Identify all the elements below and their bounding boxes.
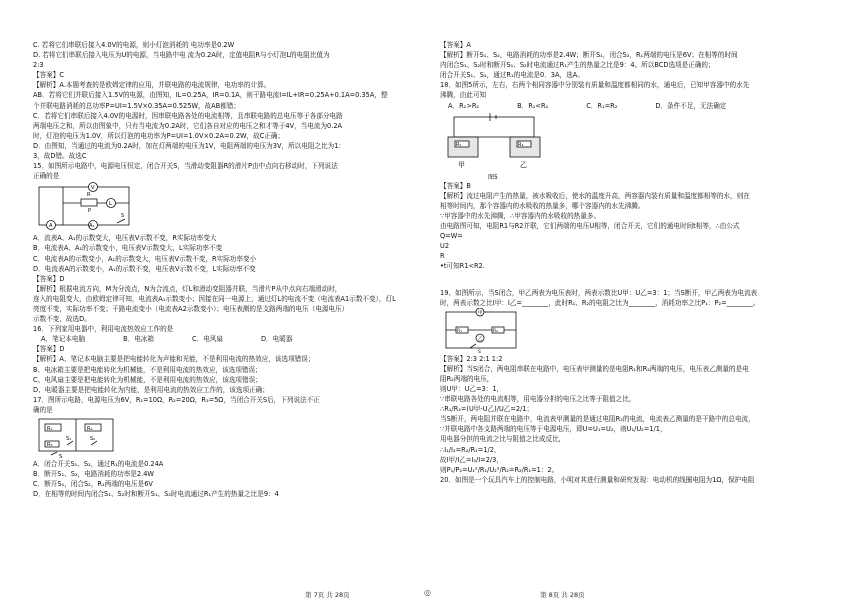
text-line: R — [440, 252, 445, 261]
text-line: C. 若将它们串联后接入4.0V的电源，则小灯泡消耗的 电功率是0.2W — [33, 41, 235, 49]
option: A．笔记本电脑 — [41, 335, 86, 344]
text-line: 内闭合S₁、S₂时和断开S₁、S₂时电流通过R₁产生的热量之比是9：4。所以BCD选项是正确的； — [440, 61, 715, 70]
text-line: 时，灯泡的电压为1.0V，所以灯泡的电功率为P=UI=1.0V×0.2A=0.2W，故C正确； — [33, 131, 285, 140]
text-line: ∵并联电路中各支路两端的电压等于电源电压，即U=U₁=U₂，则U₁/U₂=1/1， — [440, 425, 667, 434]
circuit15-label: R — [87, 192, 91, 199]
q16-options — [33, 334, 403, 344]
circuit-diagram-fig5 — [440, 111, 560, 181]
left-column — [33, 40, 403, 499]
text-line: 16．下列家用电器中，利用电流热效应工作的是 — [33, 325, 174, 334]
text-line: 当S断开，两电阻并联在电路中，电流表甲测量的是通过电阻R₂的电流，电流表乙测量的是干路中的总电流， — [440, 415, 755, 424]
option-line: D．在相等的时间内闭合S₁、S₂时和断开S₁、S₂时电流通过R₁产生的热量之比是9：4 — [33, 490, 279, 499]
circuit-diagram-q17 — [33, 415, 123, 459]
circuit15-label: L — [109, 201, 112, 208]
text-line: 【答案】D — [33, 345, 65, 354]
text-line: D、电暖器主要是把电能转化为内能，是利用电流的热效应工作的，该选项正确； — [33, 385, 269, 394]
text-line: 示数不变，故选D。 — [33, 315, 91, 324]
circuit19-label: 甲 — [478, 310, 483, 316]
text-line: •t可知R1<R2. — [440, 262, 485, 271]
circuit15-label: A — [49, 223, 53, 230]
text-line: 20．如图是一个玩具汽车上的控制电路，小明对其进行测量和研究发现：电动机的线圈电阻为1Ω，保护电阻 — [440, 475, 755, 484]
text-line: 确的是 — [33, 405, 53, 414]
text-line: 用电器分担的电流之比与阻值之比成反比， — [440, 435, 566, 444]
option: B．R₁<R₂ — [517, 101, 549, 110]
circuit19-label: 乙 — [478, 336, 483, 342]
text-line: 由电路图可知，电阻R1与R2并联，它们两端的电压U相等，闭合开关，它们的通电时间t相等，∴由公式 — [440, 222, 740, 231]
text-line: 18．如图5所示，左右，右两个相同容器中分别装有质量和温度都相同的水，通电后，已知甲容器中的水先 — [440, 81, 750, 90]
option-line: A．流表A、A₁的示数变大，电压表V示数不变，R实际功率变大 — [33, 234, 217, 243]
circuit-figure-q19 — [440, 308, 840, 354]
text-line: 【答案】A — [440, 41, 471, 49]
circuit17-label: S₁ — [66, 436, 72, 442]
option: A．R₁>R₂ — [448, 101, 480, 110]
circuit17-label: R₃ — [47, 442, 53, 448]
text-line: 相等时间内，那个容器内的水吸收的热量多，哪个容器内的水先沸腾。 — [440, 201, 645, 210]
circuit-figure-q15 — [33, 181, 403, 233]
text-line: U2 — [440, 242, 450, 251]
text-line: 17．图所示电路，电源电压为6V，R₁=10Ω，R₂=20Ω，R₃=5Ω，当闭合开关S后，下列说法不正 — [33, 395, 320, 404]
circuit-diagram-q15 — [33, 181, 143, 233]
text-line: 个并联电路消耗的总功率P=UI=1.5V×0.35A=0.525W，故AB都错； — [33, 101, 240, 110]
circuit17-label: S — [59, 454, 63, 459]
option-line: B．电流表A、A₁的示数变小，电压表V示数变大，L实际功率不变 — [33, 244, 223, 253]
text-line: B、电冰箱主要是把电能转化为机械能，不是利用电流的热效应，该选项错误； — [33, 365, 262, 374]
option-line: B．断开S₁、S₂，电路消耗的功率是2.4W — [33, 470, 154, 479]
text-line: 连入的电阻变大，由欧姆定律可知，电流表A₁示数变小；因接在同一电源上，通过灯L的电流不变（电流表A1示数不变），灯L — [33, 294, 396, 303]
text-line: 【解析】断开S₁、S₂，电路消耗的功率是2.4W；断开S₁，闭合S₂，R₁两端的电压是6V；在相等的时间 — [440, 51, 738, 60]
circuit19-label: R₁ — [457, 328, 462, 334]
circuit17-label: R₂ — [87, 426, 93, 432]
text-line: C．若将它们串联后接入4.0V的电源时，因串联电路各处的电流相等，且串联电路的总电压等于各部分电路 — [33, 111, 343, 120]
text-line: ∵串联电路各处的电流相等，用电器分担的电压之比等于阻值之比， — [440, 395, 636, 404]
page-footer: 第 8页 共 28页 — [540, 591, 585, 599]
circuit15-label: P — [88, 208, 92, 215]
circuit19-label: R₂ — [493, 328, 498, 334]
text-line: 则P₁/P₂=U₁²/R₁/U₂²/R₂=R₂/R₁=1：2。 — [440, 465, 559, 474]
fig5-label: 甲 — [458, 160, 465, 169]
circuit15-label: V — [91, 185, 95, 192]
text-line: 3，故D错。故选C — [33, 152, 87, 161]
text-line: 【解析】A.本题考查的是欧姆定律的应用，并联电路的电流规律，电功率的计算。 — [33, 81, 271, 90]
text-line: 2:3 — [33, 61, 44, 70]
circuit-diagram-q19 — [440, 308, 530, 354]
text-line: 两端电压之和，所以由图象中，只有当电流为0.2A时，它们各自对应的电压之和才等于4V，当电流为0.2A — [33, 121, 343, 130]
text-line: 则U甲：U乙=3：1， — [440, 384, 504, 393]
text-line: AB．若将它们并联后接入1.5V的电源，由图知，IL=0.25A，IR=0.1A，则干路电流I=IL+IR=0.25A+0.1A=0.35A，整 — [33, 91, 388, 100]
fig5-caption: 图5 — [488, 173, 498, 181]
circuit15-label: A₁ — [89, 223, 95, 230]
text-line: 闭合开关S₁、S₂，通过R₁的电流是0．3A，选A。 — [440, 71, 584, 80]
text-line: 【解析】流过电阻产生的热量，被水吸收后，使水的温度升高，两容器内装有质量和温度都相等的水，则在 — [440, 191, 750, 200]
circuit15-label: S — [121, 213, 125, 220]
circuit19-label: S — [478, 349, 481, 354]
text-line: 正确的是 — [33, 172, 60, 181]
text-line: ∵甲容器中的水先沸腾，∴甲容器内的水吸收的热量多。 — [440, 211, 601, 220]
fig5-label: R₁ — [456, 141, 462, 148]
text-line: 亮度不变，实际功率不变；干路电流变小（电流表A2示数变小）；电压表测的是支路两端的电压（电源电压） — [33, 304, 349, 313]
text-line: 【解析】A、笔记本电脑主要是把电能转化为声能和光能，不是利用电流的热效应，该选项错误； — [33, 355, 315, 364]
option-line: A．闭合开关S₁、S₂，通过R₁的电流是0.24A — [33, 460, 164, 468]
text-line: Q=W= — [440, 232, 463, 241]
option: C．R₁=R₂ — [586, 101, 618, 110]
right-page — [430, 0, 860, 608]
text-line: 【答案】B — [440, 181, 471, 190]
text-line: D. 若将它们串联后接入电压为U的电源，当电路中电 流为0.2A时，定值电阻R与小灯泡L的电阻比值为 — [33, 51, 330, 60]
text-line: D．由图知，当通过的电流为0.2A时，加在灯两端的电压为1V，电阻两端的电压为3V，所以电阻之比为1： — [33, 141, 346, 150]
text-line: 【答案】2:3 2:1 1:2 — [440, 354, 503, 363]
option-line: D．电流表A的示数变小，A₁的示数不变，电压表V示数不变，L实际功率不变 — [33, 264, 256, 273]
right-column — [440, 40, 840, 485]
option-line: C．断开S₁，闭合S₂，R₁两端的电压是6V — [33, 480, 153, 489]
text-line: 【解析】当S闭合，两电阻串联在电路中，电压表甲测量的是电阻R₁和R₂两端的电压，电压表乙测量的是电 — [440, 364, 749, 373]
text-line: 【答案】C — [33, 71, 64, 80]
text-line: 【答案】D — [33, 274, 65, 283]
text-line: 【解析】根据电流方向，M为分流点，N为合流点，灯L和滑动变阻器并联，当滑片P从中点向右端滑动时， — [33, 284, 342, 293]
text-line: 故I甲/I乙=I₂/I=2/3， — [440, 455, 503, 464]
circuit17-label: S₂ — [90, 436, 96, 442]
text-line: ∴I₁/I₂=R₂/R₁=1/2， — [440, 445, 501, 454]
option: D．电暖器 — [260, 335, 293, 344]
option: D．条件不足，无法确定 — [655, 101, 727, 110]
circuit-figure-q17 — [33, 415, 403, 459]
q18-options — [440, 101, 840, 111]
text-line: 时，两表示数之比I甲：I乙=________，此时R₁、R₂的电阻之比为________，消耗功率之比P₁：P₂=________。 — [440, 298, 760, 307]
fig5-label: 乙 — [520, 160, 527, 169]
option-line: C．电流表A的示数变小，A₁的示数变大，电压表V示数不变，R实际功率变小 — [33, 254, 257, 263]
option: C．电风扇 — [191, 335, 223, 344]
page-footer: 第 7页 共 28页 — [305, 591, 350, 599]
figure-5 — [440, 111, 840, 181]
text-line: C、电风扇主要是把电能转化为机械能，不是利用电流的热效应，该选项错误； — [33, 375, 262, 384]
option: B．电冰箱 — [123, 335, 154, 344]
text-line: ∴R₁/R₂=(U甲-U乙)/U乙=2/1； — [440, 405, 534, 414]
text-line: 阻R₂两端的电压， — [440, 374, 494, 383]
text-line: 15．如图所示电路中，电源电压恒定，闭合开关S，当滑动变阻器R的滑片P由中点向右移动时，下列说法 — [33, 162, 338, 171]
text-line: 19、如图所示，当S闭合，甲乙两表为电压表时，两表示数比U甲：U乙=3：1；当S断开，甲乙两表为电流表 — [440, 288, 758, 297]
fig5-label: R₂ — [518, 141, 524, 148]
text-line: 沸腾，由此可知 — [440, 91, 487, 100]
binding-hole-icon: ◎ — [424, 588, 431, 597]
circuit17-label: R₁ — [47, 426, 53, 432]
